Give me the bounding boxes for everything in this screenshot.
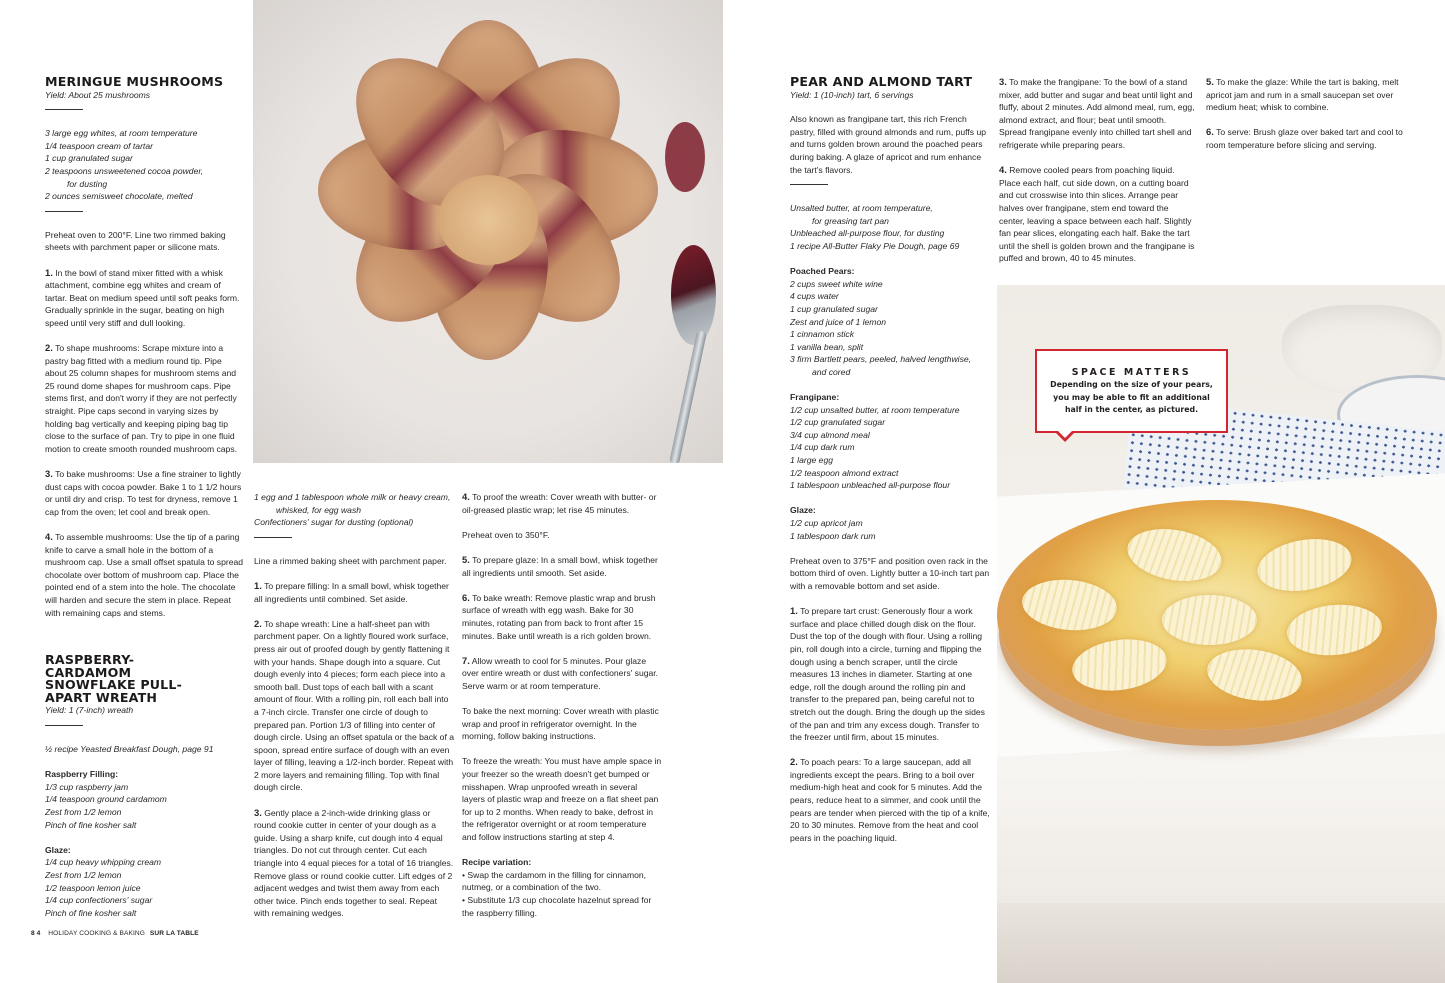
step-text: Allow wreath to cool for 5 minutes. Pour glaze over entire wreath or dust with confectioners' sugar. Serve warm or at room temperature. [462,655,659,691]
step-number: 4. [999,164,1007,176]
step-number: 2. [254,617,262,629]
ingredient: 1 cup granulated sugar [790,303,878,314]
step-text: To bake mushrooms: Use a fine strainer to lightly dust caps with cocoa powder. Bake 1 to 1 1/2 hours or until dry and crisp. To test for dryness, remove 1 cap from the oven; let cool and break open. [45,469,242,517]
ingredient: 1 cup granulated sugar [45,153,133,164]
ingredient: 1 tablespoon unbleached all-purpose flour [790,480,951,491]
step-number: 1. [254,579,262,591]
divider [45,725,83,726]
ingredient: Unbleached all-purpose flour, for dusting [790,228,945,239]
divider [790,184,828,185]
step-2 [45,342,245,455]
step-5 [1206,76,1406,114]
step-4 [45,531,245,619]
freeze-note: To freeze the wreath: You must have ample space in your freezer so the wreath doesn't get bumped or misshapen. Wrap unproofed wreath in several layers of plastic wrap and freeze on a flat sheet pan for up to 2 months. When ready to bake, defrost in the refrigerator overnight or at room temperature and follow instructions starting at step 4. [462,756,662,843]
step-text: To make the glaze: While the tart is baking, melt apricot jam and rum in a small saucepan set over medium heat; whisk to combine. [1206,77,1399,113]
subheading-frangipane: Frangipane: [790,392,840,403]
step-number: 3. [254,806,262,818]
step-number: 6. [462,591,470,603]
ingredient: 1/4 cup heavy whipping cream [45,857,162,868]
step-text: To prepare tart crust: Generously flour a work surface and place chilled dough disk on the flour. Dust the top of the dough with flour. Using a rolling pin, roll dough into a circle, turning and flipping the dough using a bench scraper, until the circle measures 13 inches in diameter. Starting at one edge, roll the dough around the rolling pin and transfer to the prepared pan, being careful not to stretch out the dough. Bring the dough up the sides of the pan and trim any excess dough. Transfer to the freezer until firm, about 15 minutes. [790,606,985,743]
recipe-title-meringue: MERINGUE MUSHROOMS [45,74,224,89]
step-number: 4. [45,531,53,542]
subheading-glaze: Glaze: [45,844,71,855]
ingredient: 1/2 cup apricot jam [790,518,863,528]
step-number: 5. [462,553,470,565]
ingredient-list-wreath [45,743,245,919]
callout-box [1035,349,1228,433]
ingredient: 1/4 cup confectioners' sugar [45,895,153,906]
step-3 [45,468,245,518]
preheat-text: Preheat oven to 200°F. Line two rimmed baking sheets with parchment paper or silicone mats. [45,229,226,253]
step-text: Gently place a 2-inch-wide drinking glass or round cookie cutter in center of your dough as a guide. Using a sharp knife, cut dough into 4 equal triangles. Do not cut through center. Cut each triangle into 4 equal pieces for a total of 16 triangles. Remove glass or round cookie cutter. Lift edges of 2 adjacent wedges and twist them away from each other twice. Pinch ends together to seal. Repeat with remaining wedges. [254,807,454,919]
ingredient: 1/2 teaspoon almond extract [790,467,899,478]
ingredient: 1/4 teaspoon cream of tartar [45,140,153,151]
variation: • Swap the cardamom in the filling for cinnamon, nutmeg, or a combination of the two. [462,869,647,893]
step-1 [790,605,990,744]
step-text: In the bowl of stand mixer fitted with a whisk attachment, combine egg whites and cream of tartar. Beat on medium speed until soft peaks form. Gradually sprinkle in the sugar, beating on high speed until very stiff and dull looking. [45,267,240,328]
page-number: 84 [31,930,43,937]
ingredient: Pinch of fine kosher salt [45,819,137,830]
ingredient: 3/4 cup almond meal [790,429,870,440]
step-text: To prepare glaze: In a small bowl, whisk together all ingredients until smooth. Set aside. [462,554,658,578]
callout-pointer-inner [1057,430,1073,438]
ingredient: 1 vanilla bean, split [790,341,864,352]
step-text: To serve: Brush glaze over baked tart and cool to room temperature before slicing and serving. [1206,127,1403,150]
step-number: 1. [45,266,53,278]
column-tart-method-2 [1206,76,1406,164]
page-footer [31,930,199,937]
variation: • Substitute 1/3 cup chocolate hazelnut spread for the raspberry filling. [462,895,652,918]
ingredient: whisked, for egg wash [276,504,362,515]
step-text: To assemble mushrooms: Use the tip of a paring knife to carve a small hole in the bottom of a mushroom cap. Use a small offset spatula to spread chocolate over bottom of mushroom cap. Place the pointed end of a stem into the hole. The chocolate will harden and secure the stem in place. Repeat with remaining caps and stems. [45,532,244,618]
step-2 [790,756,990,844]
step-number: 2. [45,342,53,354]
divider [45,109,83,110]
callout-title: SPACE MATTERS [1071,367,1192,378]
subheading-filling: Raspberry Filling: [45,769,119,780]
ingredient: 2 teaspoons unsweetened cocoa powder, [45,165,204,176]
step-text: To proof the wreath: Cover wreath with butter- or oil-greased plastic wrap; let rise 45 minutes. [462,492,657,515]
step-number: 1. [790,605,798,617]
step-4 [999,164,1195,265]
ingredient-list-tart [790,202,990,542]
step-1 [45,267,245,330]
ingredient: Zest from 1/2 lemon [45,869,122,880]
brand-name: SUR LA TABLE [149,930,199,937]
step-number: 2. [790,756,798,768]
ingredient: 1/2 cup granulated sugar [790,417,886,428]
step-text: To prepare filling: In a small bowl, whisk together all ingredients until combined. Set aside. [254,580,449,604]
recipe-yield-wreath: Yield: 1 (7-inch) wreath [45,705,134,716]
ingredient: and cored [812,366,851,377]
divider [45,211,83,212]
ingredient-list-meringue [45,127,245,203]
ingredient: Pinch of fine kosher salt [45,907,137,918]
callout-body: Depending on the size of your pears, you may be able to fit an additional half in the center, as pictured. [1050,380,1213,415]
step-6 [1206,126,1406,151]
column-tart [790,76,990,857]
step-number: 6. [1206,126,1214,138]
ingredient: 1 cinnamon stick [790,329,855,340]
column-meringue [45,76,245,632]
ingredient: 2 cups sweet white wine [790,278,883,289]
ingredient: 2 ounces semisweet chocolate, melted [45,191,193,202]
divider [254,537,292,538]
ingredient: ½ recipe Yeasted Breakfast Dough, page 91 [45,743,214,754]
subheading-glaze: Glaze: [790,505,816,516]
ingredient: Confectioners' sugar for dusting (optional) [254,517,414,528]
step-1 [254,580,454,605]
ingredient: Zest and juice of 1 lemon [790,316,887,327]
step-3 [254,807,454,920]
step-text: To make the frangipane: To the bowl of a stand mixer, add butter and sugar and beat until light and fluffy, about 2 minutes. Add almond meal, rum, egg, almond extract, and flour; beat until smooth. Spread frangipane evenly into chilled tart shell and refrigerate while preparing pears. [999,77,1195,150]
step-number: 3. [999,76,1007,87]
column-tart-method [999,76,1195,278]
recipe-yield-meringue: Yield: About 25 mushrooms [45,89,151,100]
publication-name: HOLIDAY COOKING & BAKING [48,930,145,937]
ingredient: 1 large egg [790,455,834,466]
ingredient: for greasing tart pan [812,215,889,226]
step-2 [254,618,454,794]
ingredient: 1/4 teaspoon ground cardamom [45,794,167,805]
step-7 [462,655,662,693]
subheading-variation: Recipe variation: [462,857,532,868]
ingredient: 1/4 cup dark rum [790,442,855,453]
ingredient: 4 cups water [790,291,839,302]
ingredient: for dusting [67,178,108,189]
step-6 [462,592,662,642]
step-number: 7. [462,654,470,666]
ingredient: 3 large egg whites, at room temperature [45,128,198,139]
preheat-text: Preheat oven to 375°F and position oven rack in the bottom third of oven. Lightly butter a 10-inch tart pan with a removable bottom and set aside. [790,555,990,591]
ingredient-list-egg-wash [254,491,454,529]
column-wreath-ingredients [45,654,245,919]
ingredient: 1/2 teaspoon lemon juice [45,882,141,893]
step-text: To poach pears: To a large saucepan, add all ingredients except the pears. Bring to a boil over medium-high heat and cook for 5 minutes. Add the pears, reduce heat to a simmer, and cook until the pears are tender when pierced with the tip of a knife, 20 to 30 minutes. Remove from the heat and cool pears in the poaching liquid. [790,757,990,843]
ingredient: 1/2 cup unsalted butter, at room temperature [790,404,960,415]
column-wreath-method-2 [462,491,662,919]
wreath-photo [253,0,723,463]
recipe-title-wreath: RASPBERRY-CARDAMOM SNOWFLAKE PULL-APART WREATH [45,652,183,705]
step-text: Remove cooled pears from poaching liquid. Place each half, cut side down, on a cutting board and cut crosswise into thin slices. Arrange pear halves over frangipane, stem end toward the center, leaving a space between each half. Slightly fan pear slices, elongating each half. Bake the tart until the shell is golden brown and the frangipane is puffed and brown, 40 to 45 minutes. [999,165,1195,264]
ingredient: 1 recipe All-Butter Flaky Pie Dough, page 69 [790,240,960,251]
step-5 [462,554,662,579]
step-number: 5. [1206,76,1214,87]
ingredient: Unsalted butter, at room temperature, [790,203,933,214]
next-morning-note: To bake the next morning: Cover wreath with plastic wrap and proof in refrigerator overnight. In the morning, follow baking instructions. [462,706,659,742]
ingredient: Zest from 1/2 lemon [45,806,122,817]
recipe-title-tart: PEAR AND ALMOND TART [790,74,973,89]
step-number: 3. [45,468,53,480]
subheading-poached-pears: Poached Pears: [790,266,855,277]
step-text: To shape mushrooms: Scrape mixture into a pastry bag fitted with a medium round tip. Pipe about 25 column shapes for mushroom stems and 25 round dome shapes for mushroom caps. Pipe stems first, and don't worry if they are not perfectly straight. Pipe caps second in varying sizes by holding bag vertically and keeping piping bag tip close to the surface of pan. Try to pipe in one fluid motion to create smooth rounded mushroom caps. [45,343,238,454]
tart-intro: Also known as frangipane tart, this rich French pastry, filled with ground almonds and rum, puffs up and turns golden brown around the poached pears during baking. A glaze of apricot and rum enhance the tart's flavors. [790,114,987,175]
ingredient: 1/3 cup raspberry jam [45,781,129,792]
step-text: To bake wreath: Remove plastic wrap and brush surface of wreath with egg wash. Bake for 30 minutes, rotating pan from back to front after 15 minutes. Bake until wreath is a rich golden brown. [462,592,656,641]
step-text: To shape wreath: Line a half-sheet pan with parchment paper. On a lightly floured work surface, press air out of proofed dough by gently flattening it with your hands. Shape dough into a square. Cut dough evenly into 4 pieces; form each piece into a smooth ball. Dust tops of each ball with a scant amount of flour. With a rolling pin, roll each ball into a 7-inch circle. Transfer one circle of dough to prepared pan. Portion 1/3 of filling into center of dough circle. Using an offset spatula or the back of a spoon, spread entire surface of dough with an even layer of filling, leaving a 1/2-inch border. Repeat with 2 more layers and remaining filling. Top with final dough circle. [254,618,455,793]
preheat-text: Preheat oven to 350°F. [462,529,550,540]
column-wreath-method [254,491,454,933]
ingredient: 1 tablespoon dark rum [790,530,876,541]
step-number: 4. [462,491,470,502]
prep-text: Line a rimmed baking sheet with parchment paper. [254,555,447,566]
step-3 [999,76,1195,152]
recipe-yield-tart: Yield: 1 (10-inch) tart, 6 servings [790,89,914,100]
ingredient: 3 firm Bartlett pears, peeled, halved lengthwise, [790,354,972,365]
step-4 [462,491,662,516]
ingredient: 1 egg and 1 tablespoon whole milk or heavy cream, [254,492,451,502]
